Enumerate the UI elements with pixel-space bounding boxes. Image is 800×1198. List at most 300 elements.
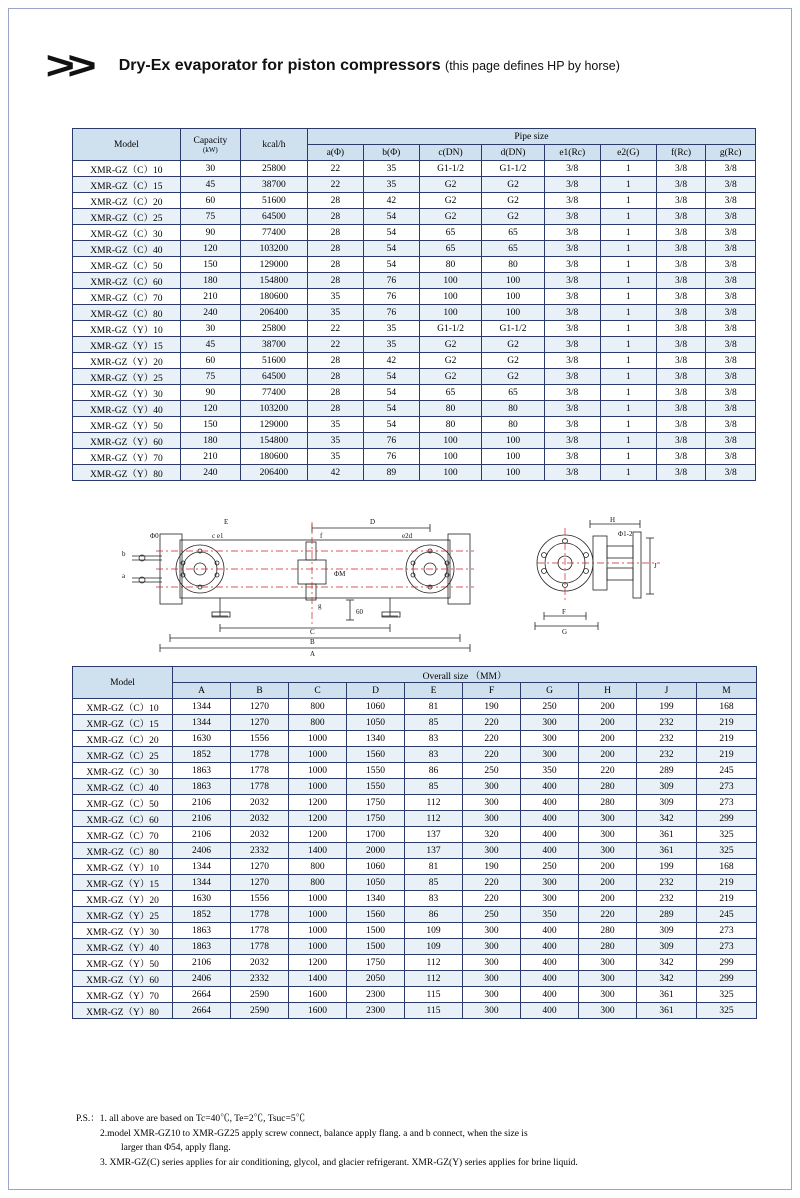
capacity-label: Capacity (193, 135, 228, 146)
cell-value: 100 (419, 465, 481, 481)
table-row (73, 385, 756, 401)
cell-value: 83 (405, 891, 463, 907)
cell-value: 300 (463, 843, 521, 859)
cell-value: 80 (419, 417, 481, 433)
cell-value: 300 (521, 715, 579, 731)
cell-value: 3/8 (544, 305, 600, 321)
cell-value: 28 (307, 401, 363, 417)
cell-model: XMR-GZ（Y）40 (73, 401, 181, 417)
cell-value: 2300 (347, 1003, 405, 1019)
cell-value: 309 (637, 939, 697, 955)
cell-value: 3/8 (656, 433, 706, 449)
cell-value: 65 (419, 225, 481, 241)
cell-value: 1 (600, 385, 656, 401)
table-row (73, 161, 756, 177)
table-row (73, 971, 757, 987)
cell-value: 51600 (241, 193, 308, 209)
cell-value: 90 (180, 385, 240, 401)
col2-header-h: H (579, 683, 637, 699)
cell-value: 1000 (289, 939, 347, 955)
col-header-kcal: kcal/h (241, 129, 308, 161)
cell-value: 1 (600, 209, 656, 225)
table-row (73, 763, 757, 779)
cell-value: 309 (637, 923, 697, 939)
cell-value: 1778 (231, 763, 289, 779)
cell-value: 80 (482, 401, 544, 417)
cell-value: 129000 (241, 417, 308, 433)
cell-value: 240 (180, 305, 240, 321)
cell-value: 1200 (289, 811, 347, 827)
table-row (73, 875, 757, 891)
cell-value: 2106 (173, 955, 231, 971)
cell-value: 1630 (173, 891, 231, 907)
cell-value: 3/8 (706, 193, 756, 209)
cell-value: 83 (405, 747, 463, 763)
cell-value: 3/8 (706, 225, 756, 241)
cell-value: 299 (697, 971, 757, 987)
cell-value: 1 (600, 193, 656, 209)
cell-value: 112 (405, 971, 463, 987)
col-header-capacity (180, 129, 240, 161)
col-header-pipe-size: Pipe size (307, 129, 755, 145)
cell-value: 3/8 (706, 401, 756, 417)
cell-value: 361 (637, 843, 697, 859)
cell-value: 2664 (173, 987, 231, 1003)
cell-value: 1 (600, 465, 656, 481)
cell-value: 206400 (241, 465, 308, 481)
cell-value: 300 (463, 795, 521, 811)
cell-value: 3/8 (656, 225, 706, 241)
capacity-unit: (kW) (202, 145, 218, 154)
cell-value: 54 (363, 417, 419, 433)
table-row (73, 433, 756, 449)
cell-value: 3/8 (544, 289, 600, 305)
cell-value: 1050 (347, 875, 405, 891)
cell-value: 3/8 (706, 289, 756, 305)
table-row (73, 321, 756, 337)
cell-value: G2 (419, 209, 481, 225)
cell-value: 2032 (231, 955, 289, 971)
cell-value: 299 (697, 811, 757, 827)
cell-value: 1 (600, 321, 656, 337)
cell-value: 1 (600, 353, 656, 369)
cell-value: 35 (307, 417, 363, 433)
cell-value: 1778 (231, 923, 289, 939)
cell-value: 42 (363, 353, 419, 369)
cell-model: XMR-GZ（Y）80 (73, 1003, 173, 1019)
cell-value: 245 (697, 763, 757, 779)
cell-model: XMR-GZ（C）25 (73, 747, 173, 763)
cell-value: 22 (307, 161, 363, 177)
cell-value: 1270 (231, 699, 289, 715)
cell-value: G2 (419, 353, 481, 369)
cell-value: 1000 (289, 923, 347, 939)
cell-value: 28 (307, 353, 363, 369)
cell-value: 1000 (289, 763, 347, 779)
page-title (119, 57, 620, 75)
cell-value: 1560 (347, 907, 405, 923)
cell-value: 85 (405, 779, 463, 795)
cell-value: 3/8 (656, 273, 706, 289)
cell-value: 300 (521, 731, 579, 747)
cell-value: 64500 (241, 209, 308, 225)
cell-value: 3/8 (544, 369, 600, 385)
cell-value: 280 (579, 939, 637, 955)
cell-value: 1340 (347, 731, 405, 747)
cell-model: XMR-GZ（Y）20 (73, 353, 181, 369)
svg-text:Φ0: Φ0 (150, 532, 159, 540)
cell-value: 1500 (347, 923, 405, 939)
cell-value: 60 (180, 193, 240, 209)
table-row (73, 465, 756, 481)
cell-value: 1000 (289, 779, 347, 795)
cell-value: 80 (419, 257, 481, 273)
cell-value: 3/8 (706, 305, 756, 321)
cell-value: 65 (419, 385, 481, 401)
cell-value: 280 (579, 795, 637, 811)
cell-value: 2106 (173, 827, 231, 843)
table-row (73, 923, 757, 939)
cell-value: 54 (363, 369, 419, 385)
cell-value: 3/8 (544, 433, 600, 449)
cell-value: G1-1/2 (482, 321, 544, 337)
table-row (73, 731, 757, 747)
cell-value: 76 (363, 273, 419, 289)
cell-value: 400 (521, 987, 579, 1003)
cell-value: 154800 (241, 273, 308, 289)
cell-value: 3/8 (544, 193, 600, 209)
cell-value: 1 (600, 177, 656, 193)
cell-value: 51600 (241, 353, 308, 369)
cell-value: 1863 (173, 939, 231, 955)
cell-value: 800 (289, 859, 347, 875)
product-drawing (120, 508, 720, 658)
cell-value: 199 (637, 859, 697, 875)
table-row (73, 843, 757, 859)
cell-value: 342 (637, 955, 697, 971)
cell-value: 1000 (289, 891, 347, 907)
cell-value: 3/8 (544, 225, 600, 241)
cell-value: 2000 (347, 843, 405, 859)
cell-value: 3/8 (706, 177, 756, 193)
cell-value: 309 (637, 795, 697, 811)
cell-model: XMR-GZ（C）50 (73, 795, 173, 811)
cell-value: 300 (463, 779, 521, 795)
cell-value: G2 (419, 369, 481, 385)
cell-model: XMR-GZ（C）10 (73, 161, 181, 177)
cell-value: 2106 (173, 811, 231, 827)
cell-value: 320 (463, 827, 521, 843)
cell-value: 1 (600, 417, 656, 433)
table-row (73, 417, 756, 433)
cell-value: 76 (363, 449, 419, 465)
cell-value: 1340 (347, 891, 405, 907)
cell-value: 1560 (347, 747, 405, 763)
cell-value: G2 (482, 353, 544, 369)
cell-value: 81 (405, 859, 463, 875)
cell-value: 3/8 (706, 321, 756, 337)
cell-model: XMR-GZ（Y）80 (73, 465, 181, 481)
table-row (73, 193, 756, 209)
cell-value: 28 (307, 257, 363, 273)
cell-value: 115 (405, 1003, 463, 1019)
cell-value: G2 (419, 177, 481, 193)
cell-value: 86 (405, 907, 463, 923)
cell-value: 400 (521, 971, 579, 987)
cell-value: 3/8 (706, 385, 756, 401)
cell-value: 400 (521, 779, 579, 795)
table-row (73, 177, 756, 193)
cell-value: 1000 (289, 747, 347, 763)
cell-value: 2032 (231, 795, 289, 811)
cell-value: 3/8 (706, 241, 756, 257)
cell-model: XMR-GZ（C）80 (73, 843, 173, 859)
cell-value: 42 (363, 193, 419, 209)
cell-value: 1000 (289, 907, 347, 923)
cell-value: 3/8 (706, 337, 756, 353)
cell-value: G2 (482, 369, 544, 385)
cell-model: XMR-GZ（Y）25 (73, 369, 181, 385)
cell-value: 219 (697, 875, 757, 891)
cell-value: 3/8 (656, 321, 706, 337)
cell-value: 81 (405, 699, 463, 715)
chevron-double-right-icon: >> (45, 44, 90, 88)
cell-value: 35 (363, 161, 419, 177)
cell-value: 361 (637, 1003, 697, 1019)
cell-value: 1344 (173, 715, 231, 731)
table-row (73, 449, 756, 465)
svg-text:E: E (224, 518, 229, 526)
cell-value: 190 (463, 699, 521, 715)
cell-value: 1750 (347, 955, 405, 971)
cell-value: 250 (521, 859, 579, 875)
cell-value: 1 (600, 225, 656, 241)
cell-value: 3/8 (656, 193, 706, 209)
cell-value: 289 (637, 907, 697, 923)
cell-value: 54 (363, 401, 419, 417)
cell-model: XMR-GZ（Y）15 (73, 337, 181, 353)
cell-value: 342 (637, 971, 697, 987)
cell-model: XMR-GZ（C）10 (73, 699, 173, 715)
cell-value: 1852 (173, 747, 231, 763)
cell-value: 45 (180, 177, 240, 193)
svg-text:60: 60 (356, 608, 363, 616)
cell-value: 35 (307, 305, 363, 321)
cell-value: 3/8 (656, 241, 706, 257)
cell-value: 3/8 (706, 353, 756, 369)
cell-model: XMR-GZ（C）50 (73, 257, 181, 273)
col-header-model: Model (73, 129, 181, 161)
page-title-sub: (this page defines HP by horse) (445, 59, 620, 73)
cell-value: 3/8 (544, 385, 600, 401)
cell-value: 240 (180, 465, 240, 481)
table-row (73, 747, 757, 763)
cell-value: 219 (697, 731, 757, 747)
cell-value: 300 (463, 955, 521, 971)
cell-value: 1 (600, 289, 656, 305)
col2-header-c: C (289, 683, 347, 699)
table-row (73, 225, 756, 241)
cell-model: XMR-GZ（Y）15 (73, 875, 173, 891)
cell-value: 1778 (231, 779, 289, 795)
cell-value: 22 (307, 177, 363, 193)
cell-value: 100 (482, 449, 544, 465)
cell-value: 25800 (241, 161, 308, 177)
cell-model: XMR-GZ（Y）60 (73, 433, 181, 449)
cell-value: 220 (579, 763, 637, 779)
cell-value: 112 (405, 955, 463, 971)
cell-value: 1 (600, 433, 656, 449)
cell-value: 1270 (231, 715, 289, 731)
cell-model: XMR-GZ（C）20 (73, 731, 173, 747)
table-row (73, 699, 757, 715)
cell-value: 200 (579, 747, 637, 763)
cell-value: 54 (363, 241, 419, 257)
cell-value: 800 (289, 875, 347, 891)
cell-value: 342 (637, 811, 697, 827)
cell-value: 80 (482, 417, 544, 433)
cell-value: 1556 (231, 891, 289, 907)
cell-value: 273 (697, 779, 757, 795)
cell-value: 2664 (173, 1003, 231, 1019)
cell-value: 1200 (289, 795, 347, 811)
cell-value: 1400 (289, 843, 347, 859)
cell-value: 2590 (231, 987, 289, 1003)
cell-value: 300 (463, 1003, 521, 1019)
svg-text:B: B (310, 638, 315, 646)
cell-value: 1550 (347, 763, 405, 779)
cell-value: 1863 (173, 923, 231, 939)
cell-value: 54 (363, 209, 419, 225)
cell-value: 45 (180, 337, 240, 353)
cell-value: 100 (419, 289, 481, 305)
col2-header-f: F (463, 683, 521, 699)
cell-value: 3/8 (544, 321, 600, 337)
note-1-text: 1. all above are based on Tc=40℃, Te=2℃, Tsuc=5℃ (99, 1114, 306, 1124)
cell-value: 3/8 (544, 273, 600, 289)
cell-value: 2050 (347, 971, 405, 987)
cell-value: 250 (463, 763, 521, 779)
cell-value: 22 (307, 321, 363, 337)
cell-value: 2032 (231, 827, 289, 843)
cell-value: 100 (482, 465, 544, 481)
cell-value: 1550 (347, 779, 405, 795)
cell-value: 100 (419, 433, 481, 449)
cell-value: 400 (521, 811, 579, 827)
note-line-2: 2.model XMR-GZ10 to XMR-GZ25 apply screw connect, balance apply flang. a and b connect, when the size is (100, 1128, 528, 1139)
cell-value: 1 (600, 369, 656, 385)
cell-value: 3/8 (706, 433, 756, 449)
cell-value: 76 (363, 305, 419, 321)
col2-header-overall-size: Overall size （MM） (173, 667, 757, 683)
cell-model: XMR-GZ（C）25 (73, 209, 181, 225)
cell-model: XMR-GZ（Y）50 (73, 955, 173, 971)
cell-value: 220 (579, 907, 637, 923)
cell-value: 54 (363, 225, 419, 241)
svg-text:a: a (122, 572, 126, 580)
cell-value: 100 (482, 289, 544, 305)
cell-value: 200 (579, 891, 637, 907)
table-row (73, 715, 757, 731)
cell-value: 300 (579, 955, 637, 971)
cell-value: 28 (307, 369, 363, 385)
cell-value: 800 (289, 715, 347, 731)
cell-value: 1852 (173, 907, 231, 923)
table-row (73, 811, 757, 827)
cell-value: 3/8 (706, 417, 756, 433)
cell-value: 220 (463, 747, 521, 763)
cell-value: 38700 (241, 337, 308, 353)
col2-header-e: E (405, 683, 463, 699)
cell-value: 3/8 (706, 449, 756, 465)
cell-value: 1 (600, 241, 656, 257)
cell-value: 129000 (241, 257, 308, 273)
cell-value: 109 (405, 939, 463, 955)
col-header-e1: e1(Rc) (544, 145, 600, 161)
cell-model: XMR-GZ（C）30 (73, 225, 181, 241)
cell-value: 75 (180, 209, 240, 225)
cell-value: 3/8 (656, 161, 706, 177)
cell-value: 280 (579, 779, 637, 795)
cell-value: 3/8 (544, 241, 600, 257)
cell-value: 250 (521, 699, 579, 715)
cell-value: 206400 (241, 305, 308, 321)
cell-value: 76 (363, 433, 419, 449)
svg-text:D: D (370, 518, 376, 526)
cell-value: 273 (697, 795, 757, 811)
cell-value: 300 (521, 875, 579, 891)
col2-header-a: A (173, 683, 231, 699)
pipe-size-table (72, 128, 756, 481)
cell-value: 325 (697, 827, 757, 843)
cell-model: XMR-GZ（C）40 (73, 241, 181, 257)
col2-header-model: Model (73, 667, 173, 699)
table-row (73, 939, 757, 955)
svg-text:F: F (562, 608, 566, 616)
cell-value: 325 (697, 843, 757, 859)
cell-value: 100 (419, 449, 481, 465)
cell-value: 280 (579, 923, 637, 939)
cell-value: 3/8 (544, 177, 600, 193)
cell-value: 3/8 (656, 209, 706, 225)
col2-header-d: D (347, 683, 405, 699)
cell-model: XMR-GZ（Y）10 (73, 321, 181, 337)
svg-text:Φ1-2: Φ1-2 (618, 530, 633, 538)
cell-value: 89 (363, 465, 419, 481)
cell-value: 1700 (347, 827, 405, 843)
cell-value: 300 (463, 923, 521, 939)
cell-value: 180 (180, 433, 240, 449)
cell-model: XMR-GZ（C）60 (73, 273, 181, 289)
cell-value: 38700 (241, 177, 308, 193)
cell-value: 1 (600, 305, 656, 321)
svg-text:e2d: e2d (402, 532, 413, 540)
cell-value: 289 (637, 763, 697, 779)
svg-text:f: f (320, 532, 323, 540)
cell-value: 1400 (289, 971, 347, 987)
cell-value: 400 (521, 1003, 579, 1019)
cell-model: XMR-GZ（C）20 (73, 193, 181, 209)
col-header-c: c(DN) (419, 145, 481, 161)
cell-value: 1630 (173, 731, 231, 747)
cell-value: 361 (637, 987, 697, 1003)
cell-value: 1863 (173, 763, 231, 779)
cell-value: 1778 (231, 747, 289, 763)
cell-value: 100 (482, 273, 544, 289)
cell-model: XMR-GZ（C）40 (73, 779, 173, 795)
notes-block (76, 1112, 776, 1171)
cell-value: 219 (697, 715, 757, 731)
